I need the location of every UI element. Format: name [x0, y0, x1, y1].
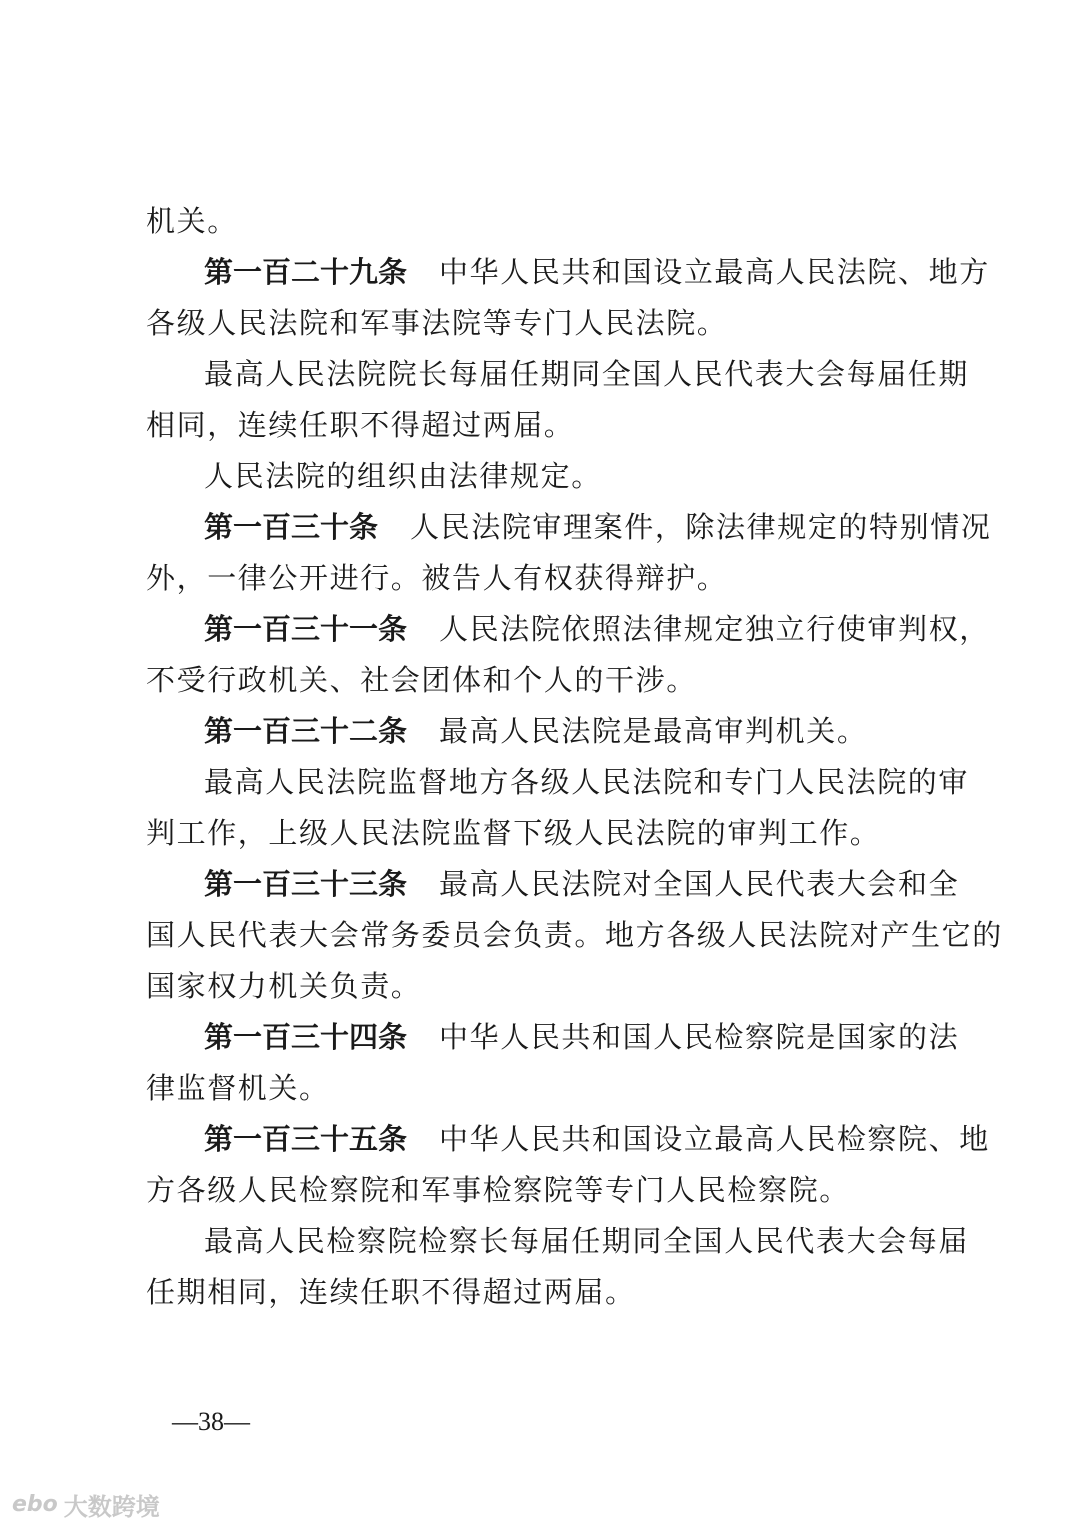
text-line [146, 961, 958, 1012]
text-line [146, 859, 958, 910]
text-line [146, 757, 970, 808]
article-number: 第一百三十条 [204, 510, 379, 544]
text-line [146, 604, 990, 655]
text-line [146, 1012, 958, 1063]
text-line [146, 655, 958, 706]
text-line [146, 502, 992, 553]
text-line [146, 1114, 990, 1165]
line-text: 最高人民法院监督地方各级人民法院和专门人民法院的审 [204, 765, 970, 799]
text-line [146, 706, 958, 757]
page-number: —38— [172, 1407, 250, 1436]
line-text: 最高人民检察院检察长每届任期同全国人民代表大会每届 [204, 1224, 970, 1258]
line-text: 最高人民法院是最高审判机关。 [439, 714, 868, 748]
line-text: 最高人民法院对全国人民代表大会和全 [439, 867, 960, 901]
text-line [146, 1216, 970, 1267]
article-number: 第一百三十五条 [204, 1122, 408, 1156]
line-text: 国人民代表大会常务委员会负责。地方各级人民法院对产生它的 [146, 918, 1003, 952]
watermark [12, 1487, 160, 1522]
article-number: 第一百三十三条 [204, 867, 408, 901]
line-text: 国家权力机关负责。 [146, 969, 422, 1003]
text-line [146, 910, 1003, 961]
text-line [146, 196, 958, 247]
line-text: 任期相同，连续任职不得超过两届。 [146, 1275, 636, 1309]
line-text: 不受行政机关、社会团体和个人的干涉。 [146, 663, 697, 697]
line-text: 外，一律公开进行。被告人有权获得辩护。 [146, 561, 728, 595]
line-text: 人民法院的组织由法律规定。 [204, 459, 602, 493]
text-line [146, 1063, 958, 1114]
text-line [146, 1165, 958, 1216]
text-line [146, 349, 970, 400]
line-text: 最高人民法院院长每届任期同全国人民代表大会每届任期 [204, 357, 970, 391]
article-number: 第一百三十二条 [204, 714, 408, 748]
text-line [146, 298, 958, 349]
text-line [146, 808, 958, 859]
line-text: 人民法院依照法律规定独立行使审判权， [439, 612, 990, 646]
article-number: 第一百三十四条 [204, 1020, 408, 1054]
text-line [146, 553, 958, 604]
line-text: 相同，连续任职不得超过两届。 [146, 408, 575, 442]
article-number: 第一百三十一条 [204, 612, 408, 646]
article-number: 第一百二十九条 [204, 255, 408, 289]
text-line [146, 247, 990, 298]
line-text: 人民法院审理案件，除法律规定的特别情况 [410, 510, 992, 544]
document-body [146, 196, 1003, 1318]
line-text: 中华人民共和国设立最高人民检察院、地 [439, 1122, 990, 1156]
line-text: 方各级人民检察院和军事检察院等专门人民检察院。 [146, 1173, 850, 1207]
text-line [146, 1267, 958, 1318]
watermark-logo-icon: ebo [12, 1492, 58, 1517]
line-text: 机关。 [146, 204, 238, 238]
line-text: 各级人民法院和军事法院等专门人民法院。 [146, 306, 728, 340]
watermark-text: 大数跨境 [63, 1493, 160, 1521]
line-text: 中华人民共和国人民检察院是国家的法 [439, 1020, 960, 1054]
text-line [146, 400, 958, 451]
line-text: 中华人民共和国设立最高人民法院、地方 [439, 255, 990, 289]
line-text: 判工作，上级人民法院监督下级人民法院的审判工作。 [146, 816, 881, 850]
line-text: 律监督机关。 [146, 1071, 330, 1105]
text-line [146, 451, 958, 502]
